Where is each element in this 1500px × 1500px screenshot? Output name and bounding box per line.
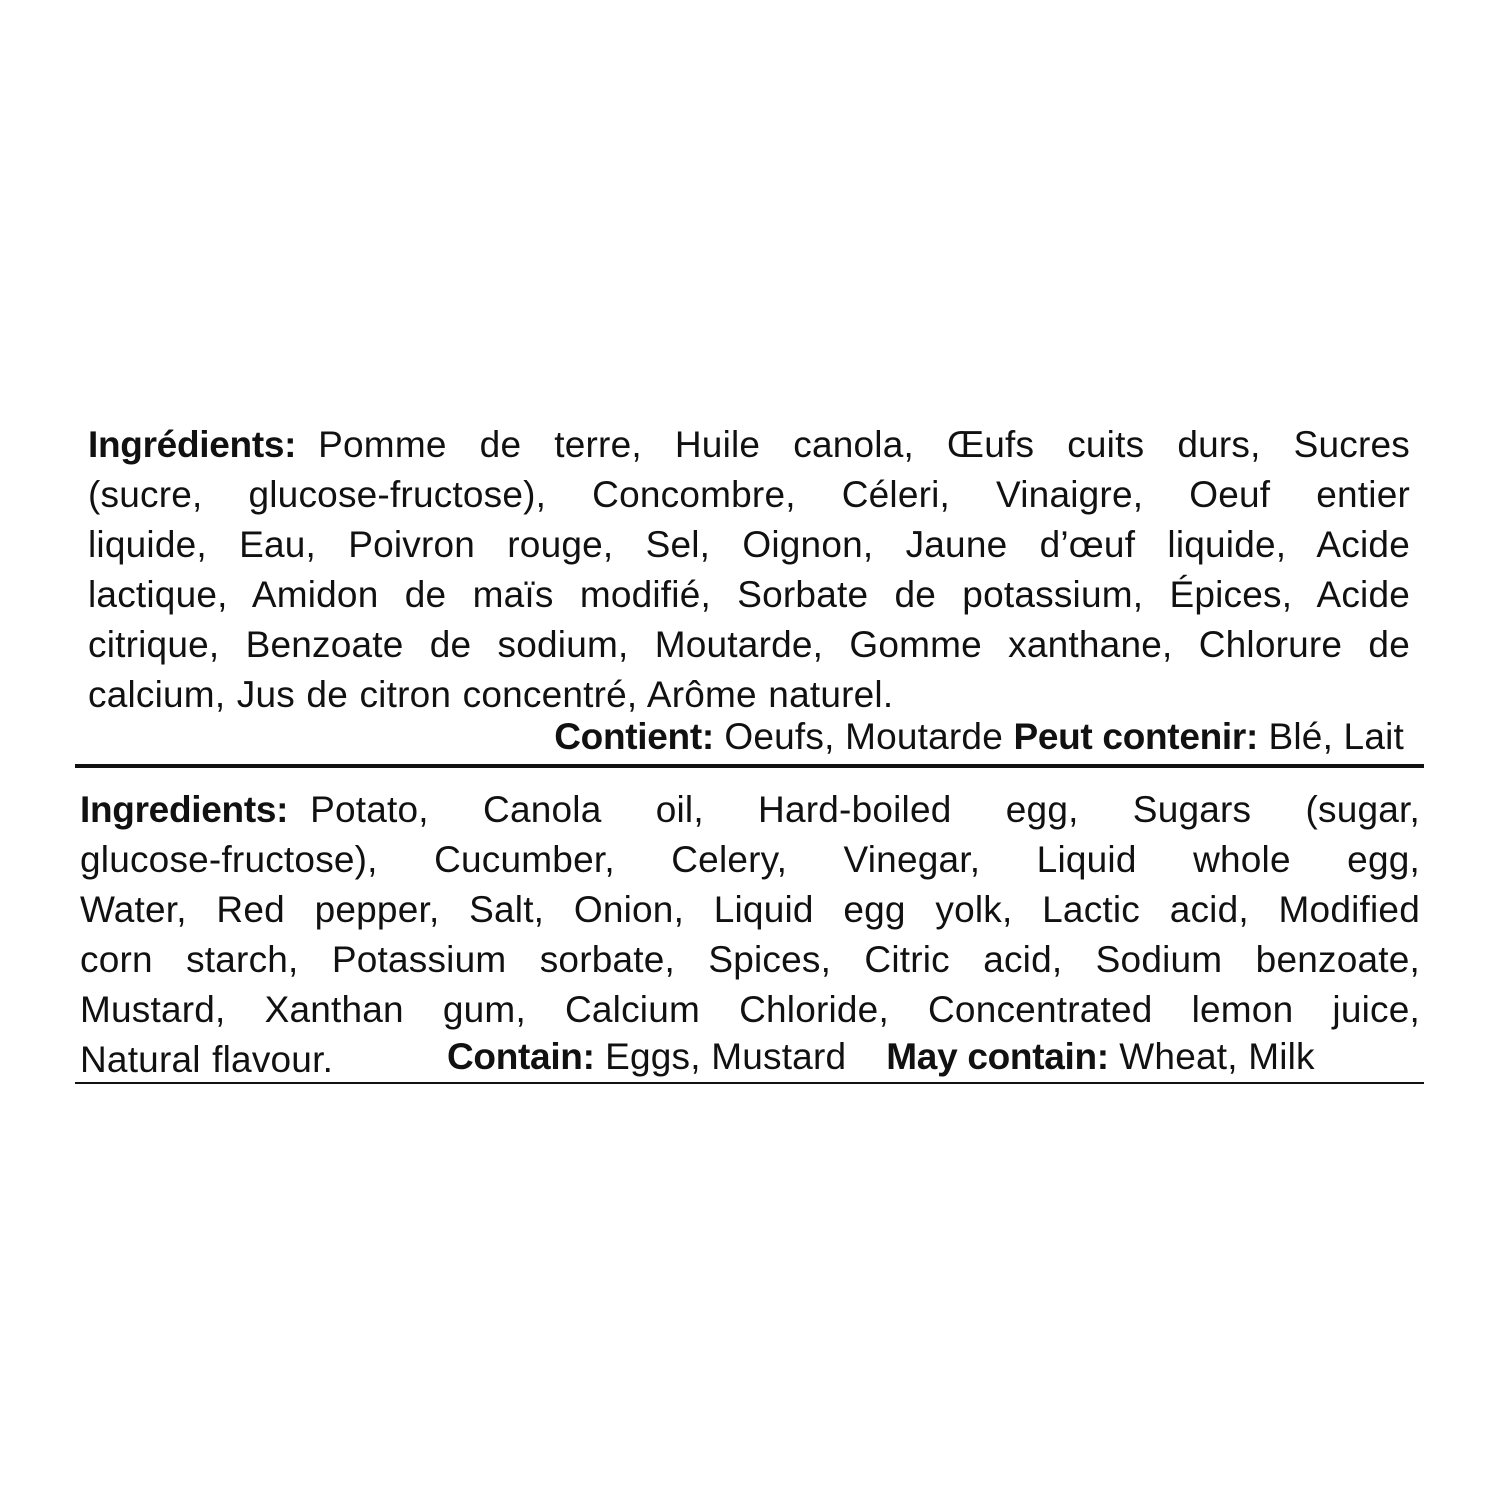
english-ingredients-line: Mustard, Xanthan gum, Calcium Chloride, Concentrated lemon juice,: [80, 989, 1420, 1030]
french-allergen-statement: [554, 712, 1404, 762]
english-ingredients-line: glucose-fructose), Cucumber, Celery, Vinegar, Liquid whole egg,: [80, 839, 1420, 880]
english-contains-label: Contain:: [447, 1036, 595, 1077]
french-ingredients-line: liquide, Eau, Poivron rouge, Sel, Oignon, Jaune d’œuf liquide, Acide: [88, 524, 1410, 565]
english-may-contain-value: Wheat, Milk: [1119, 1036, 1315, 1077]
english-contains-value: Eggs, Mustard: [605, 1036, 847, 1077]
english-ingredients-heading: Ingredients:: [80, 789, 289, 830]
english-ingredients-line: corn starch, Potassium sorbate, Spices, Citric acid, Sodium benzoate,: [80, 939, 1420, 980]
french-ingredients-line: lactique, Amidon de maïs modifié, Sorbate de potassium, Épices, Acide: [88, 574, 1410, 615]
english-ingredients-line: Water, Red pepper, Salt, Onion, Liquid egg yolk, Lactic acid, Modified: [80, 889, 1420, 930]
french-contains-label: Contient:: [554, 716, 714, 757]
french-ingredients-line: calcium, Jus de citron concentré, Arôme naturel.: [88, 674, 894, 715]
french-ingredients-line: [88, 420, 1410, 470]
french-ingredients-text: Pomme de terre, Huile canola, Œufs cuits durs, Sucres: [318, 424, 1410, 465]
french-may-contain-label: Peut contenir:: [1013, 716, 1259, 757]
french-may-contain-value: Blé, Lait: [1268, 716, 1404, 757]
bottom-divider: [75, 1082, 1424, 1084]
english-allergen-statement: [447, 1032, 1315, 1082]
english-ingredients-line: Natural flavour.: [80, 1039, 334, 1080]
french-ingredients-section: [88, 420, 1410, 720]
english-may-contain-label: May contain:: [886, 1036, 1109, 1077]
french-ingredients-line: citrique, Benzoate de sodium, Moutarde, Gomme xanthane, Chlorure de: [88, 624, 1410, 665]
section-divider: [75, 764, 1424, 768]
french-ingredients-line: (sucre, glucose-fructose), Concombre, Céleri, Vinaigre, Oeuf entier: [88, 474, 1410, 515]
english-ingredients-line: [80, 785, 1420, 835]
english-ingredients-text: Potato, Canola oil, Hard-boiled egg, Sugars (sugar,: [310, 789, 1420, 830]
french-contains-value: Oeufs, Moutarde: [724, 716, 1003, 757]
french-ingredients-heading: Ingrédients:: [88, 424, 297, 465]
